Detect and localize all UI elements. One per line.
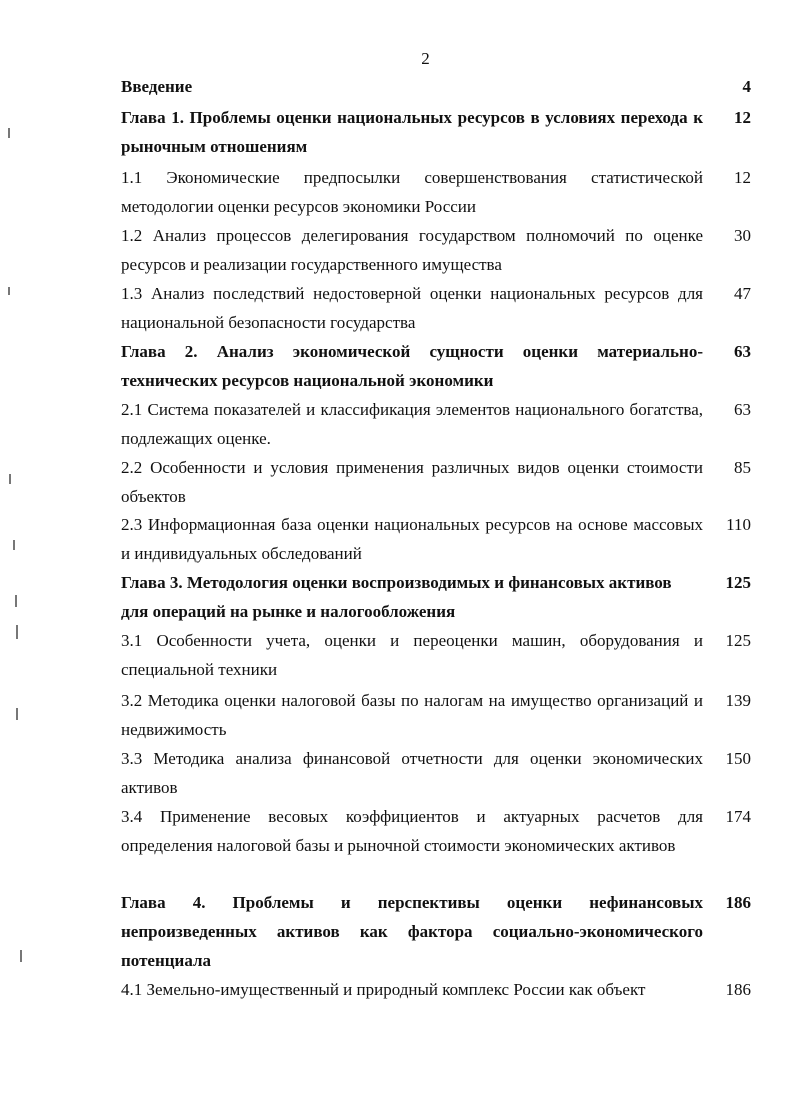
toc-entry-title: 3.3 Методика анализа финансовой отчетности для оценки экономических активов (121, 749, 703, 797)
toc-entry-page: 47 (734, 284, 751, 303)
toc-entry-section-2-2 (121, 453, 751, 510)
toc-entry-title: 3.4 Применение весовых коэффициентов и актуарных расчетов для определения налоговой базы и рыночной стоимости экономических активов (121, 807, 703, 855)
toc-entry-section-1-2 (121, 221, 751, 279)
toc-entry-title: Введение (121, 77, 193, 96)
toc-entry-title: 3.1 Особенности учета, оценки и переоценки машин, оборудования и специальной техники (121, 631, 703, 679)
toc-entry-page: 12 (734, 108, 751, 127)
toc-entry-title: 1.1 Экономические предпосылки совершенствования статистической методологии оценки ресурсов экономики России (121, 168, 703, 216)
table-of-contents (121, 72, 751, 1005)
toc-entry-page: 174 (725, 807, 751, 826)
toc-entry-title: 2.3 Информационная база оценки национальных ресурсов на основе массовых и индивидуальных обследований (121, 515, 703, 563)
toc-entry-title: 3.2 Методика оценки налоговой базы по налогам на имущество организаций и недвижимость (121, 691, 703, 739)
toc-entry-page: 125 (725, 573, 751, 592)
toc-entry-title: 1.2 Анализ процессов делегирования государством полномочий по оценке ресурсов и реализации государственного имущества (121, 226, 703, 274)
toc-entry-chapter-3 (121, 568, 751, 626)
toc-entry-title: 2.2 Особенности и условия применения различных видов оценки стоимости объектов (121, 458, 703, 506)
toc-entry-page: 63 (734, 342, 751, 361)
toc-entry-chapter-1 (121, 103, 751, 163)
toc-entry-page: 186 (725, 980, 751, 999)
toc-entry-page: 30 (734, 226, 751, 245)
toc-entry-page: 139 (725, 691, 751, 710)
toc-entry-chapter-4 (121, 888, 751, 975)
toc-entry-page: 186 (725, 893, 751, 912)
toc-entry-page: 150 (725, 749, 751, 768)
toc-entry-title: 2.1 Система показателей и классификация элементов национального богатства, подлежащих оценке. (121, 400, 703, 448)
toc-entry-page: 85 (734, 458, 751, 477)
toc-entry-title: Глава 2. Анализ экономической сущности оценки материально-технических ресурсов национальной экономики (121, 342, 703, 390)
toc-entry-page: 125 (725, 631, 751, 650)
toc-entry-chapter-2 (121, 337, 751, 395)
toc-entry-title: 4.1 Земельно-имущественный и природный комплекс России как объект (121, 980, 646, 999)
toc-entry-page: 63 (734, 400, 751, 419)
toc-entry-section-3-3 (121, 744, 751, 802)
page-number: 2 (421, 49, 430, 68)
toc-entry-title: Глава 1. Проблемы оценки национальных ресурсов в условиях перехода к рыночным отношениям (121, 108, 703, 156)
toc-entry-section-3-1 (121, 626, 751, 686)
toc-entry-section-1-1 (121, 163, 751, 221)
toc-entry-section-2-3 (121, 510, 751, 568)
toc-entry-section-1-3 (121, 279, 751, 337)
toc-entry-title: Глава 3. Методология оценки воспроизводимых и финансовых активов для операций на рынке и налогообложения (121, 573, 672, 621)
toc-entry-title: Глава 4. Проблемы и перспективы оценки нефинансовых непроизведенных активов как фактора социально-экономического потенциала (121, 893, 703, 970)
toc-entry-title: 1.3 Анализ последствий недостоверной оценки национальных ресурсов для национальной безопасности государства (121, 284, 703, 332)
toc-entry-page: 110 (726, 515, 751, 534)
toc-entry-section-3-2 (121, 686, 751, 744)
toc-entry-section-2-1 (121, 395, 751, 453)
toc-entry-introduction (121, 72, 751, 103)
toc-entry-section-4-1 (121, 975, 751, 1005)
toc-entry-section-3-4 (121, 802, 751, 888)
toc-entry-page: 12 (734, 168, 751, 187)
toc-entry-page: 4 (742, 77, 751, 96)
